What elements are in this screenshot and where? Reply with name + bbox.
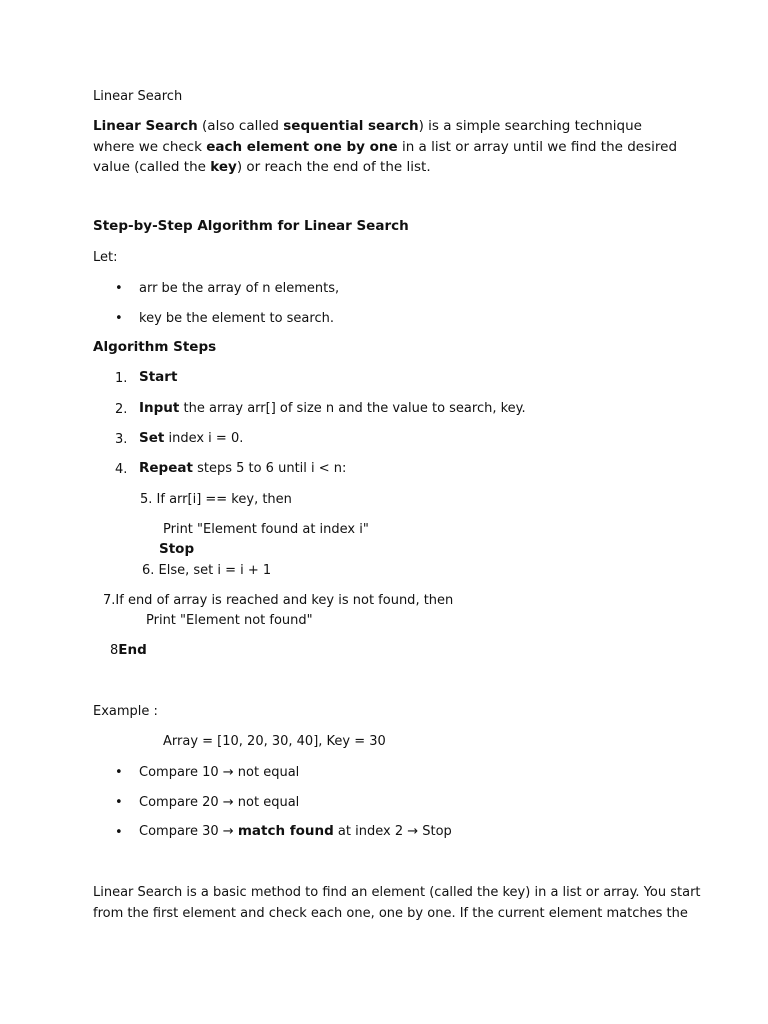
step-keyword: End: [118, 642, 147, 658]
let-item: arr be the array of n elements,: [139, 281, 340, 296]
example-label: Example :: [93, 704, 158, 719]
bullet-icon: •: [115, 281, 123, 296]
step-4: [139, 460, 346, 477]
step-3: [139, 430, 243, 447]
let-item: key be the element to search.: [139, 311, 334, 326]
intro-paragraph: [93, 116, 683, 178]
intro-text-4: ) or reach the end of the list.: [236, 159, 431, 175]
step-number: 1.: [115, 371, 128, 386]
steps-heading: [93, 339, 216, 356]
steps-heading-text: Algorithm Steps: [93, 339, 217, 355]
step-number: 4.: [115, 462, 128, 477]
step-keyword: Input: [139, 400, 180, 416]
compare-item: [139, 823, 452, 840]
step-number: 8: [110, 643, 119, 658]
algorithm-heading: Step-by-Step Algorithm for Linear Search: [93, 218, 409, 234]
step-7: 7.If end of array is reached and key is not found, then: [103, 593, 454, 608]
example-array: Array = [10, 20, 30, 40], Key = 30: [163, 734, 386, 749]
document-title: Linear Search: [93, 89, 183, 104]
step-2: [139, 400, 526, 417]
intro-emphasis: each element one by one: [206, 138, 398, 155]
step-keyword: Start: [139, 369, 178, 385]
step-7-print: Print "Element not found": [146, 613, 313, 628]
compare-text: at index 2 → Stop: [333, 824, 452, 839]
step-text: the array arr[] of size n and the value to search, key.: [179, 401, 526, 416]
step-6: 6. Else, set i = i + 1: [142, 563, 272, 578]
bullet-icon: •: [115, 311, 123, 326]
step-5-stop: Stop: [159, 541, 195, 557]
intro-text-2: ) is a simple searching technique where we check: [93, 118, 642, 155]
step-text: steps 5 to 6 until i < n:: [192, 461, 347, 476]
intro-text-1: (also called: [197, 118, 284, 134]
intro-key-term: key: [210, 159, 237, 175]
compare-item: Compare 20 → not equal: [139, 795, 300, 810]
step-5: 5. If arr[i] == key, then: [140, 492, 292, 507]
step-text: index i = 0.: [164, 431, 244, 446]
step-number: 3.: [115, 432, 128, 447]
bullet-icon: •: [115, 825, 123, 840]
intro-text-3: in a list or array until we find the desired value (called the: [93, 138, 678, 175]
step-keyword: Set: [139, 430, 165, 446]
compare-text: Compare 30 →: [139, 824, 238, 839]
compare-item: Compare 10 → not equal: [139, 765, 300, 780]
summary-line: from the first element and check each one, one by one. If the current element matches the: [93, 906, 688, 921]
bullet-icon: •: [115, 765, 123, 780]
summary-line: Linear Search is a basic method to find an element (called the key) in a list or array. You start: [93, 885, 701, 900]
step-1: [139, 369, 177, 386]
match-found: match found: [237, 823, 334, 839]
step-number: 2.: [115, 402, 128, 417]
step-8: [110, 642, 147, 659]
intro-term: Linear Search: [93, 118, 198, 134]
step-keyword: Repeat: [139, 460, 193, 476]
intro-alt-term: sequential search: [283, 118, 419, 134]
step-5-print: Print "Element found at index i": [163, 522, 369, 537]
let-label: Let:: [93, 250, 118, 265]
bullet-icon: •: [115, 795, 123, 810]
